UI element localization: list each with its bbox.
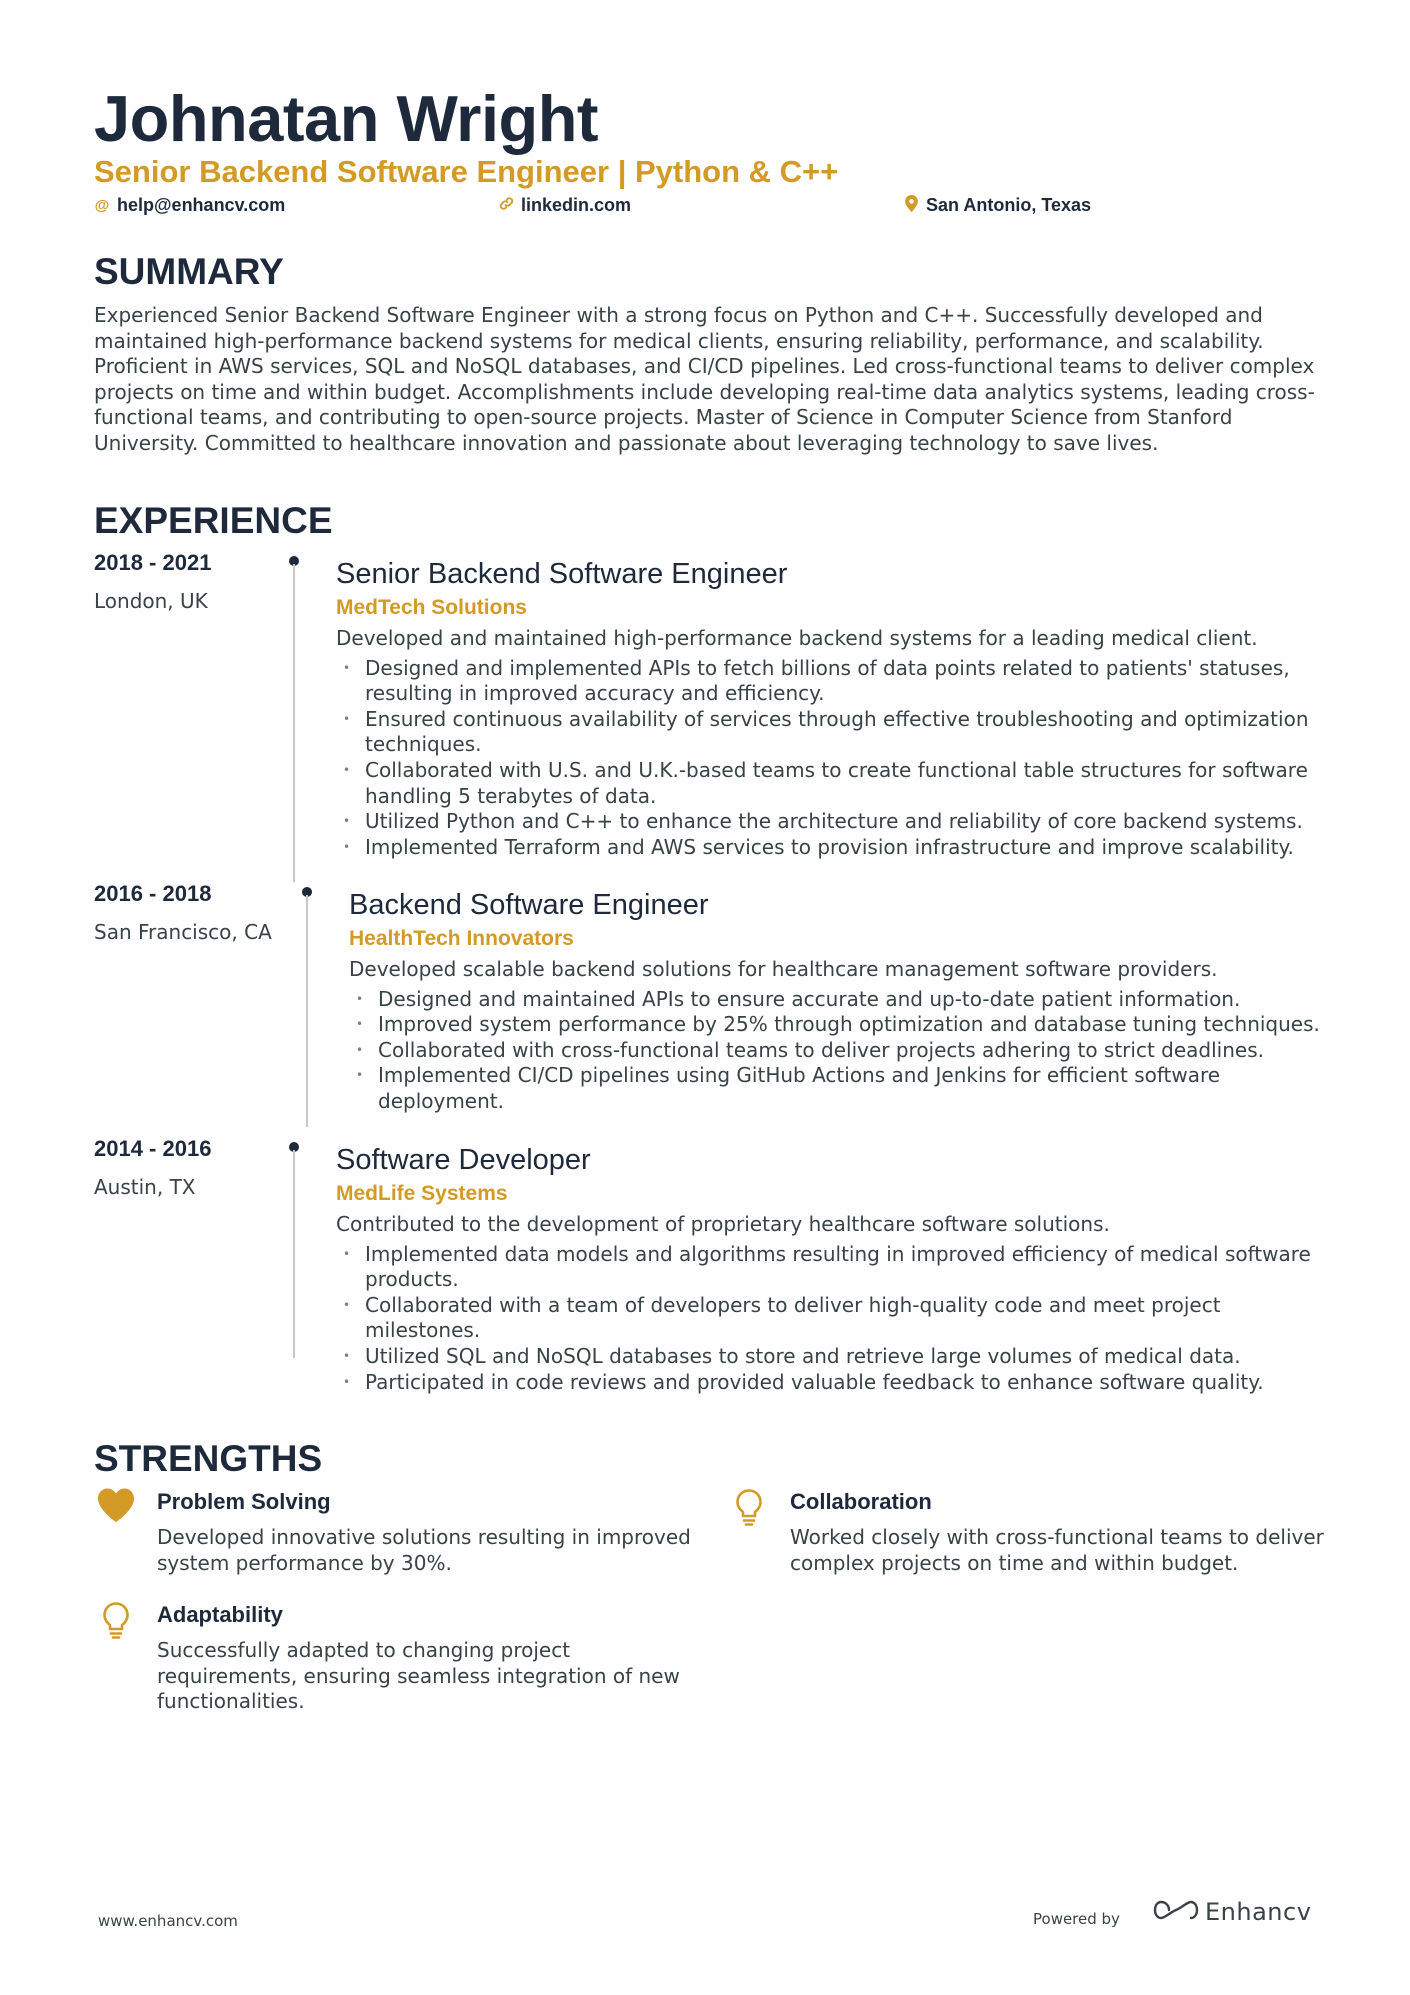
contact-email[interactable] xyxy=(94,193,285,217)
candidate-name: Johnatan Wright xyxy=(94,82,599,155)
job-company: MedTech Solutions xyxy=(336,596,527,619)
job-bullet: • Utilized Python and C++ to enhance the architecture and reliability of core backend systems. xyxy=(336,809,1336,835)
timeline-line xyxy=(306,895,308,1127)
heart-icon xyxy=(96,1487,136,1527)
job-bullet: • Implemented data models and algorithms resulting in improved efficiency of medical software products. xyxy=(336,1242,1336,1293)
job-bullet: • Implemented Terraform and AWS services to provision infrastructure and improve scalability. xyxy=(336,835,1336,861)
candidate-headline: Senior Backend Software Engineer | Python & C++ xyxy=(94,154,839,189)
job-description: Developed and maintained high-performance backend systems for a leading medical client. xyxy=(336,626,1258,650)
contact-linkedin[interactable] xyxy=(498,193,631,217)
job-bullet: • Utilized SQL and NoSQL databases to store and retrieve large volumes of medical data. xyxy=(336,1344,1336,1370)
strength-text: Developed innovative solutions resulting in improved system performance by 30%. xyxy=(157,1525,691,1575)
job-role: Software Developer xyxy=(336,1144,591,1176)
job-bullet: • Participated in code reviews and provided valuable feedback to enhance software quality. xyxy=(336,1370,1336,1396)
job-bullet: • Implemented CI/CD pipelines using GitHub Actions and Jenkins for efficient software deployment. xyxy=(349,1063,1339,1114)
job-bullets xyxy=(336,656,1336,861)
powered-by-label: Powered by xyxy=(1033,1910,1120,1928)
strength-title: Problem Solving xyxy=(157,1489,331,1514)
link-icon xyxy=(498,196,514,215)
strength-text: Worked closely with cross-functional teams to deliver complex projects on time and within budget. xyxy=(790,1525,1324,1575)
experience-title: EXPERIENCE xyxy=(94,500,333,541)
enhancv-brand[interactable] xyxy=(1153,1898,1311,1926)
job-description: Contributed to the development of proprietary healthcare software solutions. xyxy=(336,1212,1110,1236)
location-pin-icon xyxy=(903,195,919,216)
job-location: San Francisco, CA xyxy=(94,920,272,944)
job-dates: 2014 - 2016 xyxy=(94,1136,212,1161)
timeline-line xyxy=(293,1150,295,1358)
strengths-title: STRENGTHS xyxy=(94,1438,323,1479)
strength-title: Adaptability xyxy=(157,1602,283,1627)
job-content xyxy=(349,881,1339,1115)
footer-url[interactable]: www.enhancv.com xyxy=(98,1912,238,1930)
lightbulb-icon xyxy=(96,1600,136,1640)
strength-text: Successfully adapted to changing project requirements, ensuring seamless integration of new functionalities. xyxy=(157,1638,680,1714)
lightbulb-icon xyxy=(729,1487,769,1527)
summary-title: SUMMARY xyxy=(94,251,284,292)
summary-text: Experienced Senior Backend Software Engineer with a strong focus on Python and C++. Successfully developed and maintained high-performance backend systems for medical clients, ensuring reliability, performance, and scalability. Proficient in AWS services, SQL and NoSQL databases, and CI/CD pipelines. Led cross-functional teams to deliver complex projects on time and within budget. Accomplishments include developing real-time data analytics systems, leading cross-functional teams, and contributing to open-source projects. Master of Science in Computer Science from Stanford University. Committed to healthcare innovation and passionate about leveraging technology to save lives. xyxy=(94,303,1315,455)
job-dates: 2016 - 2018 xyxy=(94,881,212,906)
brand-name: Enhancv xyxy=(1205,1898,1312,1926)
contact-location-text: San Antonio, Texas xyxy=(926,194,1092,215)
job-location: Austin, TX xyxy=(94,1175,196,1199)
job-description: Developed scalable backend solutions for healthcare management software providers. xyxy=(349,957,1218,981)
job-company: HealthTech Innovators xyxy=(349,927,574,950)
job-dates: 2018 - 2021 xyxy=(94,550,212,575)
timeline-line xyxy=(293,564,295,882)
job-content xyxy=(336,1136,1336,1395)
contact-linkedin-text: linkedin.com xyxy=(521,194,632,215)
job-bullet: • Designed and implemented APIs to fetch billions of data points related to patients' statuses, resulting in improved accuracy and efficiency. xyxy=(336,656,1336,707)
job-bullets xyxy=(349,987,1339,1115)
job-bullet: • Collaborated with cross-functional teams to deliver projects adhering to strict deadlines. xyxy=(349,1038,1339,1064)
contact-location xyxy=(903,193,1091,217)
job-bullet: • Ensured continuous availability of services through effective troubleshooting and optimization techniques. xyxy=(336,707,1336,758)
job-role: Senior Backend Software Engineer xyxy=(336,558,788,590)
job-content xyxy=(336,550,1336,860)
job-location: London, UK xyxy=(94,589,208,613)
job-bullet: • Collaborated with a team of developers to deliver high-quality code and meet project milestones. xyxy=(336,1293,1336,1344)
at-icon: @ xyxy=(94,196,110,214)
job-bullet: • Collaborated with U.S. and U.K.-based teams to create functional table structures for software handling 5 terabytes of data. xyxy=(336,758,1336,809)
strength-title: Collaboration xyxy=(790,1489,932,1514)
job-bullet: • Improved system performance by 25% through optimization and database tuning techniques. xyxy=(349,1012,1339,1038)
job-bullet: • Designed and maintained APIs to ensure accurate and up-to-date patient information. xyxy=(349,987,1339,1013)
job-company: MedLife Systems xyxy=(336,1182,508,1205)
job-role: Backend Software Engineer xyxy=(349,889,709,921)
contact-email-text: help@enhancv.com xyxy=(117,194,286,215)
job-bullets xyxy=(336,1242,1336,1396)
enhancv-logo-icon xyxy=(1153,1898,1199,1926)
